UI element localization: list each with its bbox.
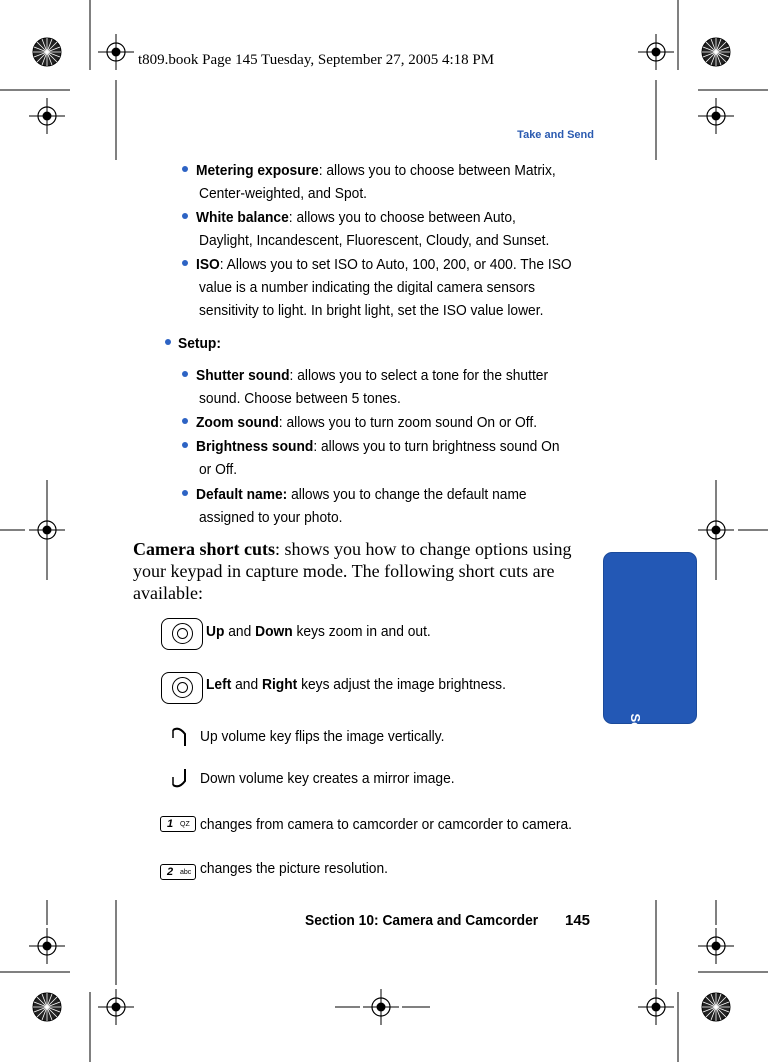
list-item-default-name-cont: assigned to your photo. [199, 509, 343, 526]
page-number: 145 [565, 912, 591, 929]
list-item-metering: Metering exposure: allows you to choose between Matrix, [196, 162, 556, 179]
list-item-brightness-sound: Brightness sound: allows you to turn brightness sound On [196, 438, 560, 455]
shortcut-left-right: Left and Right keys adjust the image brightness. [206, 676, 506, 693]
section-tab [603, 552, 697, 779]
key-1-icon: 1 QZ [160, 816, 196, 832]
list-item-shutter-sound-cont: sound. Choose between 5 tones. [199, 390, 401, 407]
list-item-white-balance: White balance: allows you to choose between Auto, [196, 209, 516, 226]
list-item-metering-cont: Center-weighted, and Spot. [199, 185, 368, 202]
bullet-icon [165, 339, 171, 345]
key-2-icon: 2 abc [160, 864, 196, 880]
bullet-icon [182, 166, 188, 172]
footer-section-title: Section 10: Camera and Camcorder [305, 912, 539, 929]
nav-key-up-down-icon [161, 618, 203, 650]
bullet-icon [182, 442, 188, 448]
list-item-zoom-sound: Zoom sound: allows you to turn zoom sound On or Off. [196, 414, 538, 431]
list-item-iso: ISO: Allows you to set ISO to Auto, 100, 200, or 400. The ISO [196, 256, 572, 273]
print-slug: t809.book Page 145 Tuesday, September 27, 2005 4:18 PM [138, 52, 495, 68]
list-item-default-name: Default name: allows you to change the default name [196, 486, 527, 503]
shortcut-key-1: changes from camera to camcorder or camcorder to camera. [200, 816, 572, 833]
shortcut-volume-down: Down volume key creates a mirror image. [200, 770, 455, 787]
list-item-shutter-sound: Shutter sound: allows you to select a tone for the shutter [196, 367, 549, 384]
shortcut-volume-up: Up volume key flips the image vertically. [200, 728, 445, 745]
running-header: Take and Send [517, 129, 594, 141]
volume-down-key-icon [170, 767, 188, 789]
volume-up-key-icon [170, 726, 188, 748]
section-tab-label: Section 10 [628, 713, 643, 779]
bullet-icon [182, 490, 188, 496]
shortcut-key-2: changes the picture resolution. [200, 860, 388, 877]
list-item-iso-cont2: sensitivity to light. In bright light, set the ISO value lower. [199, 302, 544, 319]
bullet-icon [182, 418, 188, 424]
setup-heading: Setup: [178, 335, 221, 352]
list-item-iso-cont: value is a number indicating the digital camera sensors [199, 279, 535, 296]
bullet-icon [182, 371, 188, 377]
shortcuts-intro: Camera short cuts: shows you how to change options using your keypad in capture mode. The following short cuts are available: [133, 539, 572, 603]
bullet-icon [182, 260, 188, 266]
list-item-brightness-sound-cont: or Off. [199, 461, 238, 478]
shortcut-up-down: Up and Down keys zoom in and out. [206, 623, 431, 640]
list-item-white-balance-cont: Daylight, Incandescent, Fluorescent, Cloudy, and Sunset. [199, 232, 550, 249]
bullet-icon [182, 213, 188, 219]
nav-key-left-right-icon [161, 672, 203, 704]
